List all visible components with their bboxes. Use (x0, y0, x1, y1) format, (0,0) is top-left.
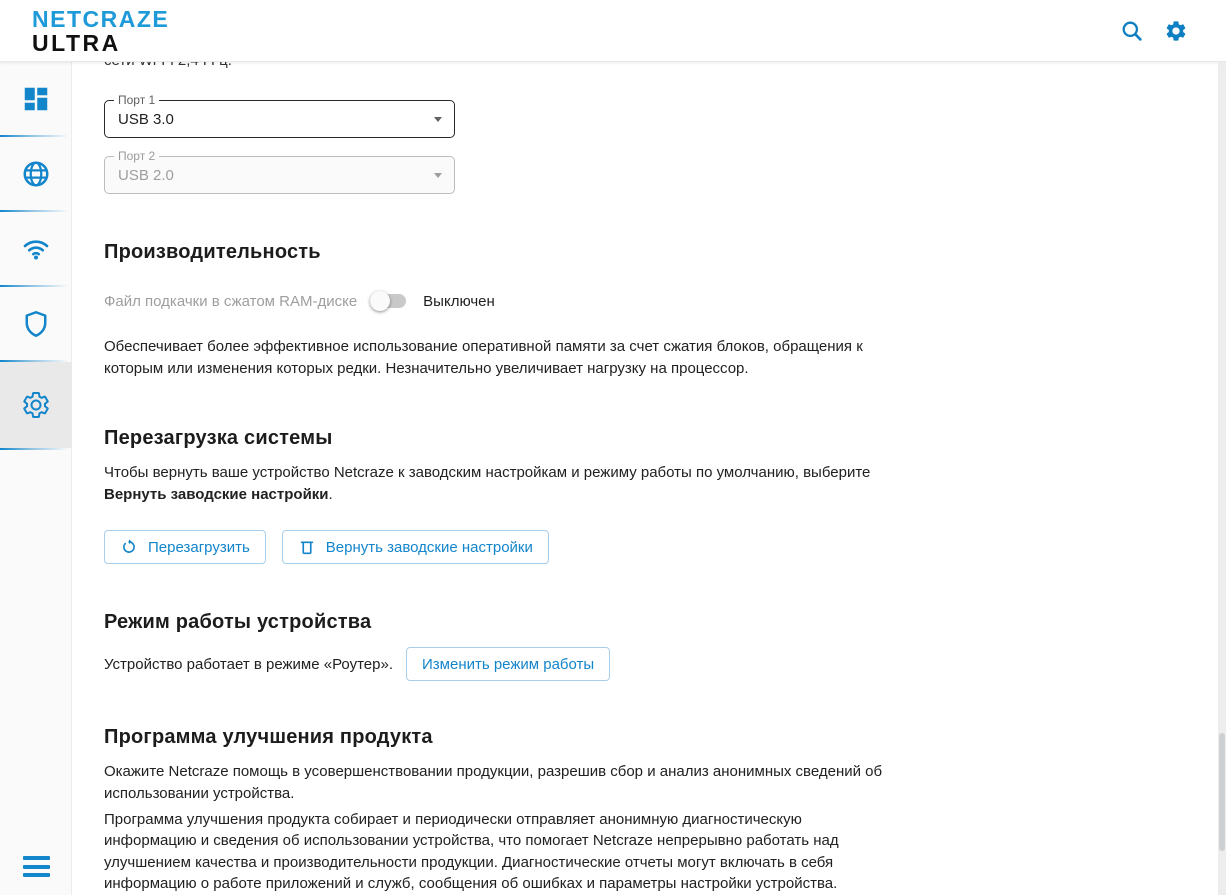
toggle-knob (370, 291, 390, 311)
app-logo (32, 7, 169, 55)
wifi-icon (21, 234, 51, 264)
sidebar-item-wifi[interactable] (0, 212, 72, 285)
search-icon[interactable] (1120, 19, 1144, 43)
port1-value: USB 3.0 (118, 110, 174, 128)
app-header (0, 0, 1226, 62)
menu-icon (23, 856, 50, 877)
improvement-paragraph-2: Программа улучшения продукта собирает и периодически отправляет анонимную диагностическую информацию и сведения об использовании устройства, что помогает Netcraze непрерывно работать над улучшением качества и производительности продукции. Диагностические отчеты могут включать в себя информацию о работе приложений и служб, сообщения об ошибках и параметры настройки устройства. (104, 810, 839, 893)
trash-icon (298, 538, 316, 556)
reboot-button[interactable] (104, 530, 266, 564)
change-mode-button[interactable] (406, 647, 610, 681)
gear-icon (21, 390, 51, 420)
sidebar-item-settings[interactable] (0, 362, 72, 448)
factory-reset-button-label: Вернуть заводские настройки (325, 538, 533, 556)
swap-toggle-state: Выключен (423, 292, 495, 310)
sidebar-item-dashboard[interactable] (0, 62, 72, 135)
scrollbar-track[interactable] (1218, 62, 1226, 895)
sidebar-divider (0, 448, 72, 450)
change-mode-button-label: Изменить режим работы (422, 655, 595, 673)
port2-value: USB 2.0 (118, 166, 174, 184)
shield-icon (21, 309, 51, 339)
port2-label: Порт 2 (114, 149, 159, 163)
sidebar-item-internet[interactable] (0, 137, 72, 210)
sidebar-item-security[interactable] (0, 287, 72, 360)
logo-line-2: ULTRA (32, 29, 121, 56)
reboot-description: Чтобы вернуть ваше устройство Netcraze к заводским настройкам и режиму работы по умолчанию, выберите Вернуть заводские настройки. (104, 464, 871, 503)
section-title-reboot: Перезагрузка системы (104, 427, 333, 450)
section-title-performance: Производительность (104, 241, 321, 263)
logo-line-1: NETCRAZE (32, 5, 170, 32)
chevron-down-icon (434, 173, 442, 178)
globe-icon (21, 159, 51, 189)
chevron-down-icon (434, 117, 442, 122)
port2-select (104, 149, 455, 194)
main-content (72, 0, 1218, 895)
gear-icon[interactable] (1164, 19, 1188, 43)
scrollbar-thumb[interactable] (1219, 733, 1225, 851)
improvement-paragraph-1: Окажите Netcraze помощь в усовершенствовании продукции, разрешив сбор и анализ анонимных сведений об использовании устройства. (104, 763, 883, 802)
dashboard-icon (21, 84, 51, 114)
port1-select[interactable] (104, 93, 455, 138)
swap-toggle-label: Файл подкачки в сжатом RAM-диске (104, 292, 358, 310)
section-title-improvement-program: Программа улучшения продукта (104, 726, 433, 749)
restart-icon (120, 538, 138, 556)
device-mode-description: Устройство работает в режиме «Роутер». (104, 655, 393, 673)
swap-toggle-switch[interactable] (370, 291, 406, 311)
reboot-button-label: Перезагрузить (148, 538, 250, 556)
sidebar (0, 62, 72, 895)
swap-toggle-row (104, 291, 902, 311)
port1-label: Порт 1 (114, 93, 159, 107)
factory-reset-button[interactable] (282, 530, 549, 564)
section-title-device-mode: Режим работы устройства (104, 611, 372, 634)
performance-description: Обеспечивает более эффективное использование оперативной памяти за счет сжатия блоков, обращения к которым или изменения которых редки. Незначительно увеличивает нагрузку на процессор. (104, 338, 863, 377)
sidebar-menu-button[interactable] (0, 856, 72, 877)
